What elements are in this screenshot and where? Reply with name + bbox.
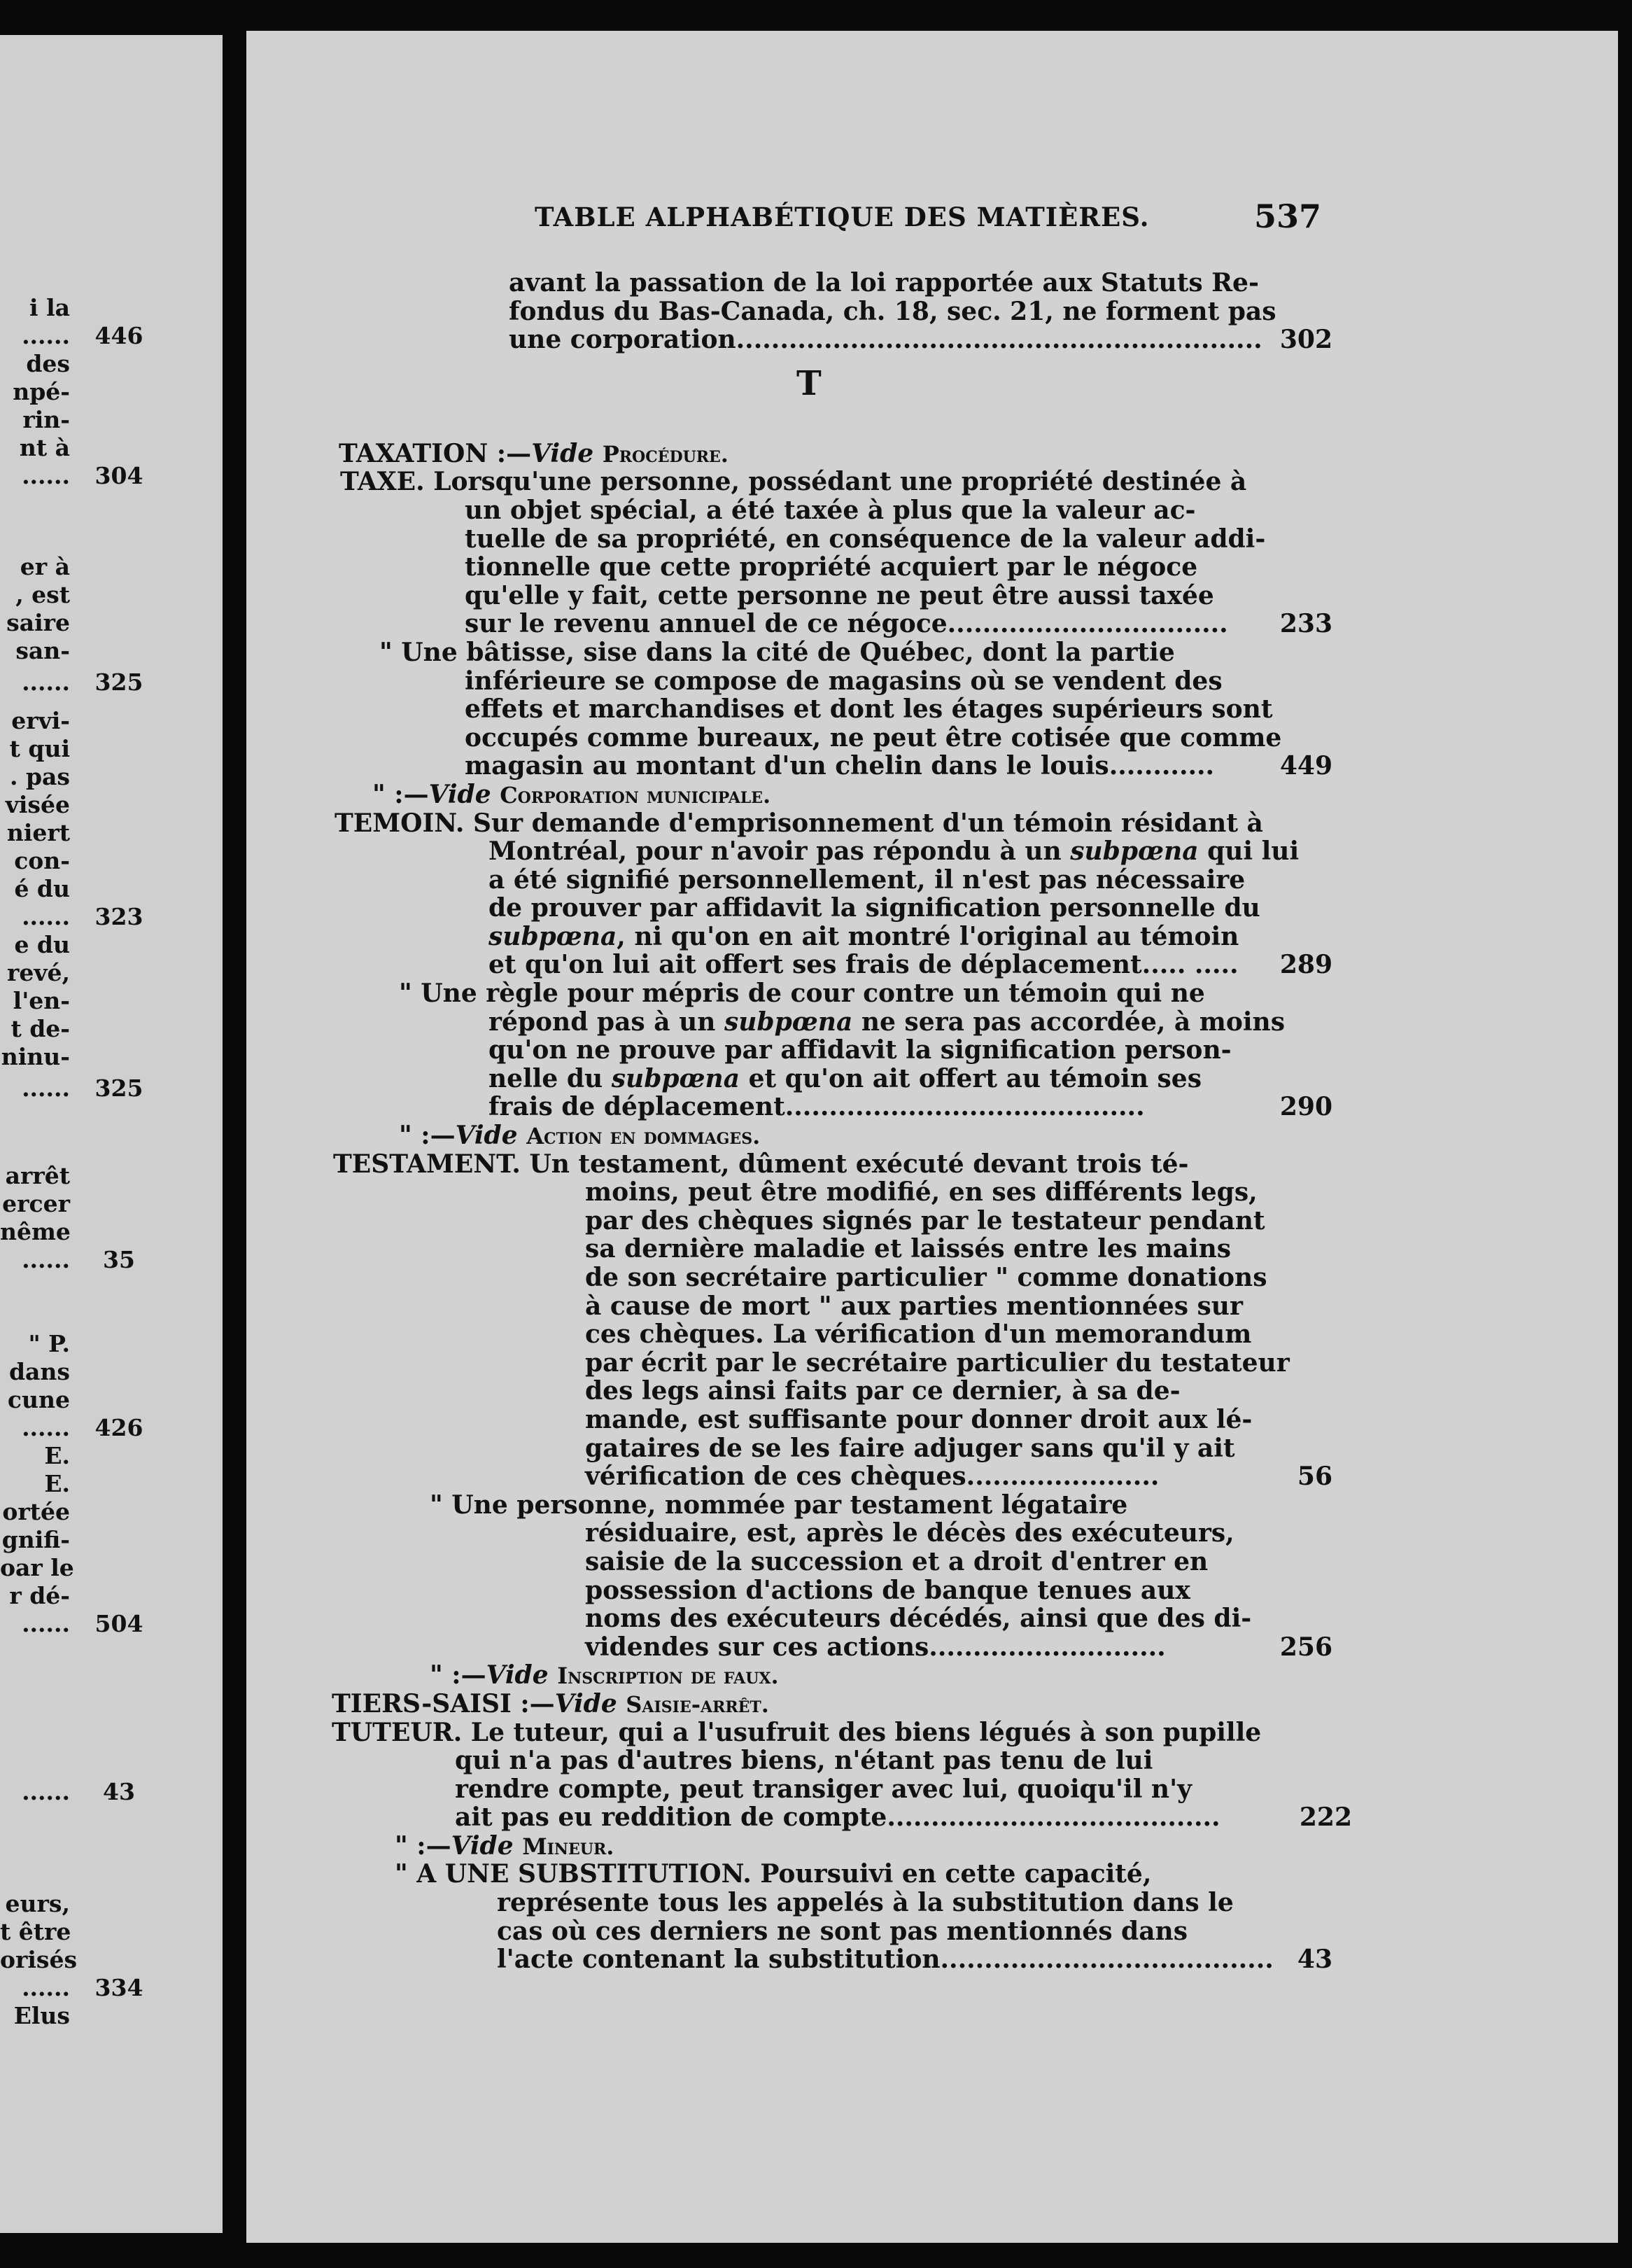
index-entry-temoin-vide <box>246 1121 1380 1150</box>
entry-head: TAXATION :— <box>339 438 532 468</box>
facing-page-text: san- <box>15 637 70 664</box>
italic-term: subpœna <box>611 1063 740 1093</box>
index-entry-temoin-regle <box>246 979 1380 1121</box>
facing-page-text: . pas <box>9 763 70 790</box>
entry-text: sur le revenu annuel de ce négoce................................ <box>465 609 1228 639</box>
document-page <box>246 31 1618 2243</box>
facing-page-text: ...... <box>22 1074 70 1102</box>
entry-text: qui lui <box>1198 836 1300 867</box>
facing-page-text: é du <box>14 875 70 902</box>
facing-page-text: visée <box>5 791 70 818</box>
cross-reference: Action en dommages. <box>526 1123 761 1150</box>
ditto-mark: " :— <box>395 1830 451 1861</box>
facing-page-text: npé- <box>13 378 70 405</box>
index-entry-tuteur <box>246 1718 1380 1832</box>
entry-text: TESTAMENT. Un testament, dûment exécuté devant trois té- <box>333 1149 1189 1179</box>
entry-text: " Une bâtisse, sise dans la cité de Québec, dont la partie <box>379 637 1175 667</box>
vide-label: Vide <box>554 1688 617 1718</box>
italic-term: subpœna <box>724 1007 853 1037</box>
page-reference: 256 <box>1279 1632 1332 1662</box>
entry-text: à cause de mort " aux parties mentionnées sur <box>585 1291 1243 1321</box>
facing-page-number: 323 <box>94 903 143 930</box>
index-entry-temoin <box>246 809 1380 980</box>
cross-reference: Inscription de faux. <box>557 1662 779 1690</box>
facing-page-text: cune <box>7 1386 70 1413</box>
entry-text: nelle du <box>488 1063 612 1093</box>
page-reference: 43 <box>1297 1945 1332 1975</box>
entry-text: de prouver par affidavit la signification personnelle du <box>488 893 1260 923</box>
entry-head: TIERS-SAISI :— <box>332 1688 555 1718</box>
entry-text: occupés comme bureaux, ne peut être cotisée que comme <box>465 722 1282 752</box>
facing-page-text: e du <box>14 931 70 958</box>
entry-text: un objet spécial, a été taxée à plus que la valeur ac- <box>465 495 1196 525</box>
entry-text: magasin au montant d'un chelin dans le louis............ <box>465 751 1215 781</box>
facing-page-text: t qui <box>9 735 70 762</box>
facing-page-text: " P. <box>28 1330 70 1357</box>
facing-page-text: ...... <box>22 1610 70 1637</box>
facing-page-number: 304 <box>94 462 143 489</box>
entry-text: possession d'actions de banque tenues aux <box>585 1575 1190 1605</box>
entry-text: " Une personne, nommée par testament légataire <box>430 1490 1128 1520</box>
entry-text: videndes sur ces actions........................... <box>585 1632 1166 1662</box>
index-entry-taxe <box>246 468 1380 638</box>
index-entry-taxation <box>246 440 1380 468</box>
page-reference: 233 <box>1279 609 1332 639</box>
entry-text: représente tous les appelés à la substitution dans le <box>497 1888 1234 1918</box>
entry-text: une corporation............................................................ <box>509 325 1262 355</box>
vide-label: Vide <box>428 779 491 809</box>
index-entry-taxe-batisse <box>246 638 1380 780</box>
vide-label: Vide <box>451 1830 514 1861</box>
facing-page-text: t être <box>0 1918 71 1945</box>
index-entry-testament-vide <box>246 1661 1380 1690</box>
vide-label: Vide <box>531 438 594 468</box>
facing-page-text: dans <box>8 1358 70 1385</box>
facing-page-number: 446 <box>94 322 143 349</box>
entry-text: mande, est suffisante pour donner droit aux lé- <box>585 1404 1253 1434</box>
entry-text: cas où ces derniers ne sont pas mentionnés dans <box>497 1916 1188 1946</box>
facing-page-number: 43 <box>103 1778 135 1805</box>
ditto-mark: " :— <box>372 779 429 809</box>
facing-page-text: ...... <box>22 668 70 696</box>
section-letter: T <box>796 363 822 403</box>
facing-page-fragment <box>0 35 223 2233</box>
entry-text: qu'elle y fait, cette personne ne peut être aussi taxée <box>465 580 1214 610</box>
facing-page-text: t de- <box>10 1015 70 1042</box>
entry-text: résiduaire, est, après le décès des exécuteurs, <box>585 1518 1234 1548</box>
vide-label: Vide <box>486 1660 549 1690</box>
ditto-mark: " :— <box>399 1121 456 1151</box>
entry-text: ces chèques. La vérification d'un memorandum <box>585 1320 1252 1350</box>
index-entry-tuteur-vide <box>246 1832 1380 1861</box>
facing-page-text: nême <box>0 1218 71 1245</box>
facing-page-text: con- <box>14 847 70 874</box>
facing-page-number: 35 <box>103 1246 135 1273</box>
page-reference: 302 <box>1279 325 1332 355</box>
facing-page-text: ...... <box>22 462 70 489</box>
entry-text: rendre compte, peut transiger avec lui, quoiqu'il n'y <box>455 1774 1193 1804</box>
facing-page-number: 325 <box>94 1074 143 1102</box>
index-entry-testament <box>246 1150 1380 1491</box>
entry-text: l'acte contenant la substitution...................................... <box>497 1945 1274 1975</box>
facing-page-number: 504 <box>94 1610 143 1637</box>
facing-page-text: gnifi- <box>1 1526 70 1553</box>
index-entry-tiers-saisi <box>246 1690 1380 1718</box>
facing-page-number: 334 <box>94 1974 143 2001</box>
cross-reference: Saisie-arrêt. <box>626 1690 769 1718</box>
facing-page-text: ercer <box>2 1190 70 1217</box>
facing-page-text: saire <box>6 609 70 636</box>
entry-text: moins, peut être modifié, en ses différents legs, <box>585 1177 1258 1208</box>
cross-reference: Corporation municipale. <box>500 781 771 808</box>
entry-text: a été signifié personnellement, il n'est pas nécessaire <box>488 864 1246 895</box>
facing-page-text: E. <box>44 1470 70 1497</box>
entry-text: répond pas à un <box>488 1007 724 1037</box>
entry-text: noms des exécuteurs décédés, ainsi que des di- <box>585 1604 1252 1634</box>
entry-text: qu'on ne prouve par affidavit la signification person- <box>488 1035 1232 1065</box>
entry-text: par des chèques signés par le testateur pendant <box>585 1205 1265 1236</box>
facing-page-text: ninu- <box>1 1043 70 1070</box>
facing-page-text: ortée <box>2 1498 70 1525</box>
index-entry-continuation <box>246 269 1380 354</box>
ditto-mark: " :— <box>430 1660 486 1690</box>
entry-text: qui n'a pas d'autres biens, n'étant pas tenu de lui <box>455 1746 1153 1776</box>
facing-page-text: Elus <box>13 2002 70 2029</box>
entry-text: effets et marchandises et dont les étages supérieurs sont <box>465 694 1273 724</box>
entry-text: inférieure se compose de magasins où se vendent des <box>465 666 1223 696</box>
index-entry-testament-residuaire <box>246 1491 1380 1662</box>
facing-page-text: rin- <box>22 406 70 433</box>
facing-page-text: arrêt <box>5 1162 70 1189</box>
entry-text: vérification de ces chèques...................... <box>585 1462 1160 1492</box>
entry-text: avant la passation de la loi rapportée aux Statuts Re- <box>509 268 1259 298</box>
entry-text: frais de déplacement......................................... <box>488 1092 1145 1122</box>
facing-page-text: r dé- <box>9 1582 70 1609</box>
entry-text: et qu'on ait offert au témoin ses <box>740 1063 1202 1093</box>
facing-page-text: ...... <box>22 1246 70 1273</box>
entry-text: sa dernière maladie et laissés entre les mains <box>585 1234 1232 1264</box>
facing-page-text: ...... <box>22 322 70 349</box>
facing-page-text: ...... <box>22 1414 70 1441</box>
facing-page-text: ervi- <box>11 707 70 734</box>
cross-reference: Mineur. <box>522 1833 614 1860</box>
entry-text: ait pas eu reddition de compte...................................... <box>455 1802 1221 1833</box>
page-reference: 56 <box>1297 1462 1332 1492</box>
facing-page-text: , est <box>15 581 70 608</box>
facing-page-text: revé, <box>6 959 70 986</box>
entry-text: tuelle de sa propriété, en conséquence de la valeur addi- <box>465 524 1266 554</box>
page-reference: 449 <box>1279 751 1332 781</box>
page-reference: 290 <box>1279 1092 1332 1122</box>
facing-page-text: eurs, <box>5 1890 70 1917</box>
entry-text: " Une règle pour mépris de cour contre un témoin qui ne <box>399 979 1205 1009</box>
entry-text: TAXE. Lorsqu'une personne, possédant une propriété destinée à <box>340 467 1247 497</box>
entry-text: TEMOIN. Sur demande d'emprisonnement d'un témoin résidant à <box>335 808 1263 838</box>
entry-text: tionnelle que cette propriété acquiert par le négoce <box>465 552 1198 582</box>
facing-page-text: i la <box>29 294 70 321</box>
page-reference: 289 <box>1279 950 1332 980</box>
facing-page-text: nt à <box>19 434 70 461</box>
facing-page-number: 426 <box>94 1414 143 1441</box>
page-number: 537 <box>1254 197 1322 235</box>
entry-text: " A UNE SUBSTITUTION. Poursuivi en cette capacité, <box>395 1859 1152 1889</box>
running-title: TABLE ALPHABÉTIQUE DES MATIÈRES. <box>535 202 1150 232</box>
index-entry-tuteur-substitution <box>246 1860 1380 1973</box>
facing-page-number: 325 <box>94 668 143 696</box>
facing-page-text: er à <box>20 553 70 580</box>
italic-term: subpœna <box>488 921 617 951</box>
entry-text: des legs ainsi faits par ce dernier, à sa de- <box>585 1376 1181 1406</box>
page-header <box>246 197 1394 244</box>
facing-page-text: ...... <box>22 1778 70 1805</box>
entry-text: TUTEUR. Le tuteur, qui a l'usufruit des biens légués à son pupille <box>332 1717 1262 1747</box>
italic-term: subpœna <box>1070 836 1199 867</box>
facing-page-text: E. <box>44 1442 70 1469</box>
vide-label: Vide <box>455 1121 518 1151</box>
facing-page-text: des <box>26 350 70 377</box>
entry-text: de son secrétaire particulier " comme donations <box>585 1263 1267 1292</box>
page-reference: 222 <box>1299 1802 1352 1833</box>
entry-text: Montréal, pour n'avoir pas répondu à un <box>488 836 1071 867</box>
entry-text: , ni qu'on en ait montré l'original au témoin <box>617 921 1239 951</box>
facing-page-text: l'en- <box>13 987 70 1014</box>
cross-reference: Procédure. <box>602 440 729 468</box>
entry-text: par écrit par le secrétaire particulier du testateur <box>585 1348 1290 1378</box>
facing-page-text: ...... <box>22 903 70 930</box>
facing-page-text: ...... <box>22 1974 70 2001</box>
entry-text: gataires de se les faire adjuger sans qu'il y ait <box>585 1433 1235 1463</box>
facing-page-text: niert <box>6 819 70 846</box>
facing-page-text: orisés <box>0 1946 78 1973</box>
facing-page-text: oar le <box>0 1554 74 1581</box>
index-entry-taxe-vide <box>246 780 1380 809</box>
entry-text: et qu'on lui ait offert ses frais de déplacement..... ..... <box>488 950 1239 980</box>
index-content <box>246 269 1380 1974</box>
entry-text: fondus du Bas-Canada, ch. 18, sec. 21, ne forment pas <box>509 296 1276 326</box>
entry-text: ne sera pas accordée, à moins <box>852 1007 1285 1037</box>
entry-text: saisie de la succession et a droit d'entrer en <box>585 1546 1209 1576</box>
